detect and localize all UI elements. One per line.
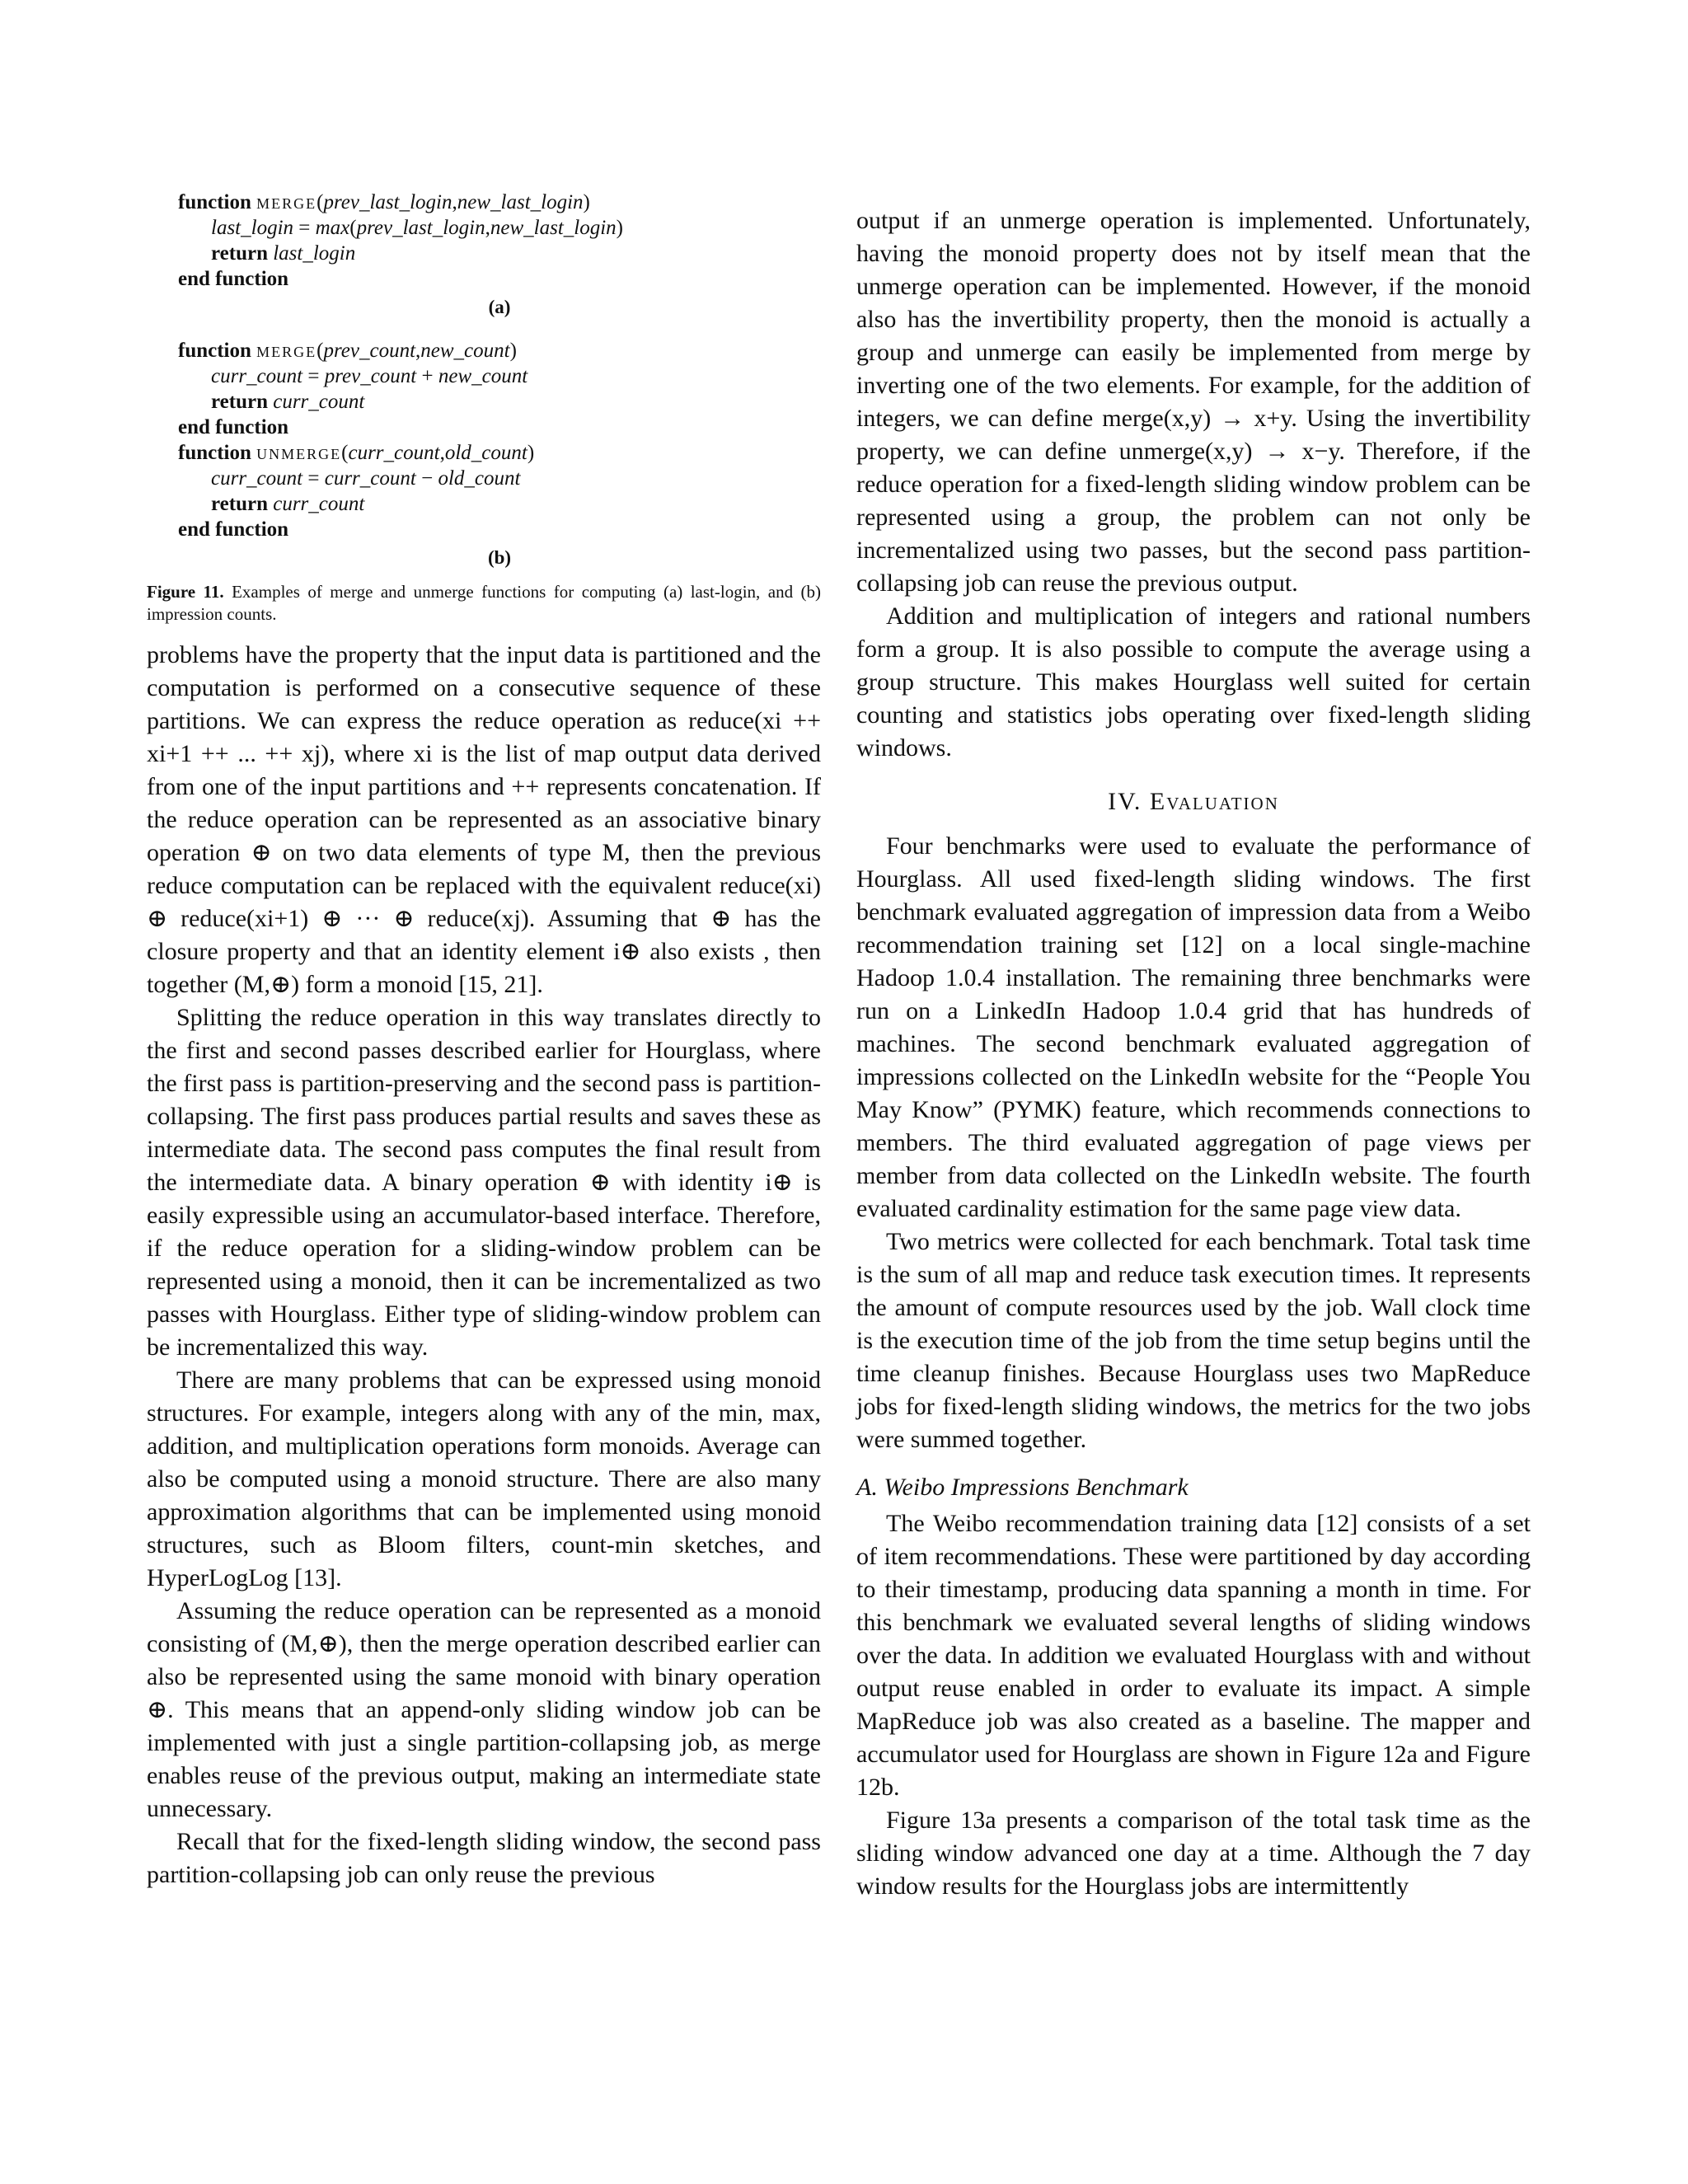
section-number: IV. [1108, 788, 1142, 815]
subsection-heading: A. Weibo Impressions Benchmark [856, 1474, 1189, 1501]
paragraph: output if an unmerge operation is implemented. Unfortunately, having the monoid property does not by itself mean that the unmerge operation can be implemented. However, if the monoid also has the invertibility property, then the monoid is actually a group and unmerge can easily be implemented from merge by inverting one of the two elements. For example, for the addition of integers, we can define merge(x,y) → x+y. Using the invertibility property, we can define unmerge(x,y) → x−y. Therefore, if the reduce operation for a fixed-length sliding window problem can be represented using a group, the problem can not only be incrementalized using two passes, but the second pass partition-collapsing job can reuse the previous output. [856, 207, 1531, 597]
algo-line: curr_count = prev_count + new_count [211, 365, 528, 387]
paragraph: There are many problems that can be expressed using monoid structures. For example, integers along with any of the min, max, addition, and multiplication operations form monoids. Average can also be computed using a monoid structure. There are also many approximation algorithms that can be implemented using monoid structures, such as Bloom filters, count-min sketches, and HyperLogLog [13]. [147, 1366, 821, 1591]
paragraph: problems have the property that the input data is partitioned and the computation is performed on a consecutive sequence of these partitions. We can express the reduce operation as reduce(xi ++ xi+1 ++ ... ++ xj), where xi is the list of map output data derived from one of the input partitions and ++ represents concatenation. If the reduce operation can be represented as an associative binary operation ⊕ on two data elements of type M, then the previous reduce computation can be replaced with the equivalent reduce(xi) ⊕ reduce(xi+1) ⊕ ··· ⊕ reduce(xj). Assuming that ⊕ has the closure property and that an identity element i⊕ also exists , then together (M,⊕) form a monoid [15, 21]. [147, 641, 821, 998]
figure-label-b: (b) [487, 547, 512, 568]
figure-label-a: (a) [488, 297, 511, 317]
paragraph: The Weibo recommendation training data [12] consists of a set of item recommendations. These were partitioned by day according to their timestamp, producing data spanning a month in time. For this benchmark we evaluated several lengths of sliding windows over the data. In addition we evaluated Hourglass with and without output reuse enabled in order to evaluate its impact. A simple MapReduce job was also created as a baseline. The mapper and accumulator used for Hourglass are shown in Figure 12a and Figure 12b. [856, 1510, 1531, 1801]
paragraph: Figure 13a presents a comparison of the total task time as the sliding window advanced one day at a time. Although the 7 day window results for the Hourglass jobs are intermittently [856, 1807, 1531, 1900]
algo-line: function unmerge(curr_count,old_count) [178, 442, 535, 464]
algorithm-a [178, 190, 821, 292]
paragraph: Assuming the reduce operation can be represented as a monoid consisting of (M,⊕), then the merge operation described earlier can also be represented using the same monoid with binary operation ⊕. This means that an append-only sliding window job can be implemented with just a single partition-collapsing job, as merge enables reuse of the previous output, making an intermediate state unnecessary. [147, 1597, 821, 1822]
caption-text: Examples of merge and unmerge functions for computing (a) last-login, and (b) impression counts. [147, 582, 821, 624]
paragraph: Addition and multiplication of integers and rational numbers form a group. It is also possible to compute the average using a group structure. This makes Hourglass well suited for certain counting and statistics jobs operating over fixed-length sliding windows. [856, 602, 1531, 762]
paragraph: Four benchmarks were used to evaluate the performance of Hourglass. All used fixed-length sliding windows. The first benchmark evaluated aggregation of impression data from a Weibo recommendation training set [12] on a local single-machine Hadoop 1.0.4 installation. The remaining three benchmarks were run on a LinkedIn Hadoop 1.0.4 grid that has hundreds of machines. The second benchmark evaluated aggregation of impressions collected on the LinkedIn website for the “People You May Know” (PYMK) feature, which recommends connections to members. The third evaluated aggregation of page views per member from data collected on the LinkedIn website. The fourth evaluated cardinality estimation for the same page view data. [856, 832, 1531, 1222]
paragraph: Two metrics were collected for each benchmark. Total task time is the sum of all map and reduce task execution times. It represents the amount of compute resources used by the job. Wall clock time is the execution time of the job from the time setup begins until the time cleanup finishes. Because Hourglass uses two MapReduce jobs for fixed-length sliding windows, the metrics for the two jobs were summed together. [856, 1228, 1531, 1453]
paragraph: Recall that for the fixed-length sliding window, the second pass partition-collapsing job can only reuse the previous [147, 1828, 821, 1888]
algo-line [178, 266, 821, 292]
algo-line: return last_login [211, 242, 356, 265]
algo-a-line-4: end function [178, 268, 289, 290]
algo-b-line-4: end function [178, 416, 289, 438]
figure-11 [147, 190, 821, 570]
section-title: Evaluation [1149, 788, 1279, 815]
figure-11-caption [147, 581, 821, 626]
algo-b-line-8: end function [178, 518, 289, 541]
algo-line: return curr_count [211, 391, 365, 413]
algo-line: last_login = max(prev_last_login,new_last_login) [211, 217, 623, 239]
caption-label: Figure 11. [147, 582, 224, 602]
algo-line: function merge(prev_count,new_count) [178, 340, 517, 362]
algo-line [178, 517, 821, 542]
paragraph: Splitting the reduce operation in this way translates directly to the first and second passes described earlier for Hourglass, where the first pass is partition-preserving and the second pass is partition-collapsing. The first pass produces partial results and saves these as intermediate data. The second pass computes the final result from the intermediate data. A binary operation ⊕ with identity i⊕ is easily expressible using an accumulator-based interface. Therefore, if the reduce operation for a sliding-window problem can be represented using a monoid, then it can be incrementalized as two passes with Hourglass. Either type of sliding-window problem can be incrementalized this way. [147, 1004, 821, 1361]
algo-line: return curr_count [211, 493, 365, 515]
algorithm-b [178, 338, 821, 542]
section-heading [856, 785, 1531, 818]
right-column [856, 204, 1531, 1903]
algo-line: function merge(prev_last_login,new_last_login) [178, 191, 590, 213]
algo-line [178, 415, 821, 440]
left-column [147, 0, 821, 1891]
algo-line: curr_count = curr_count − old_count [211, 467, 521, 490]
left-body [147, 639, 821, 1891]
